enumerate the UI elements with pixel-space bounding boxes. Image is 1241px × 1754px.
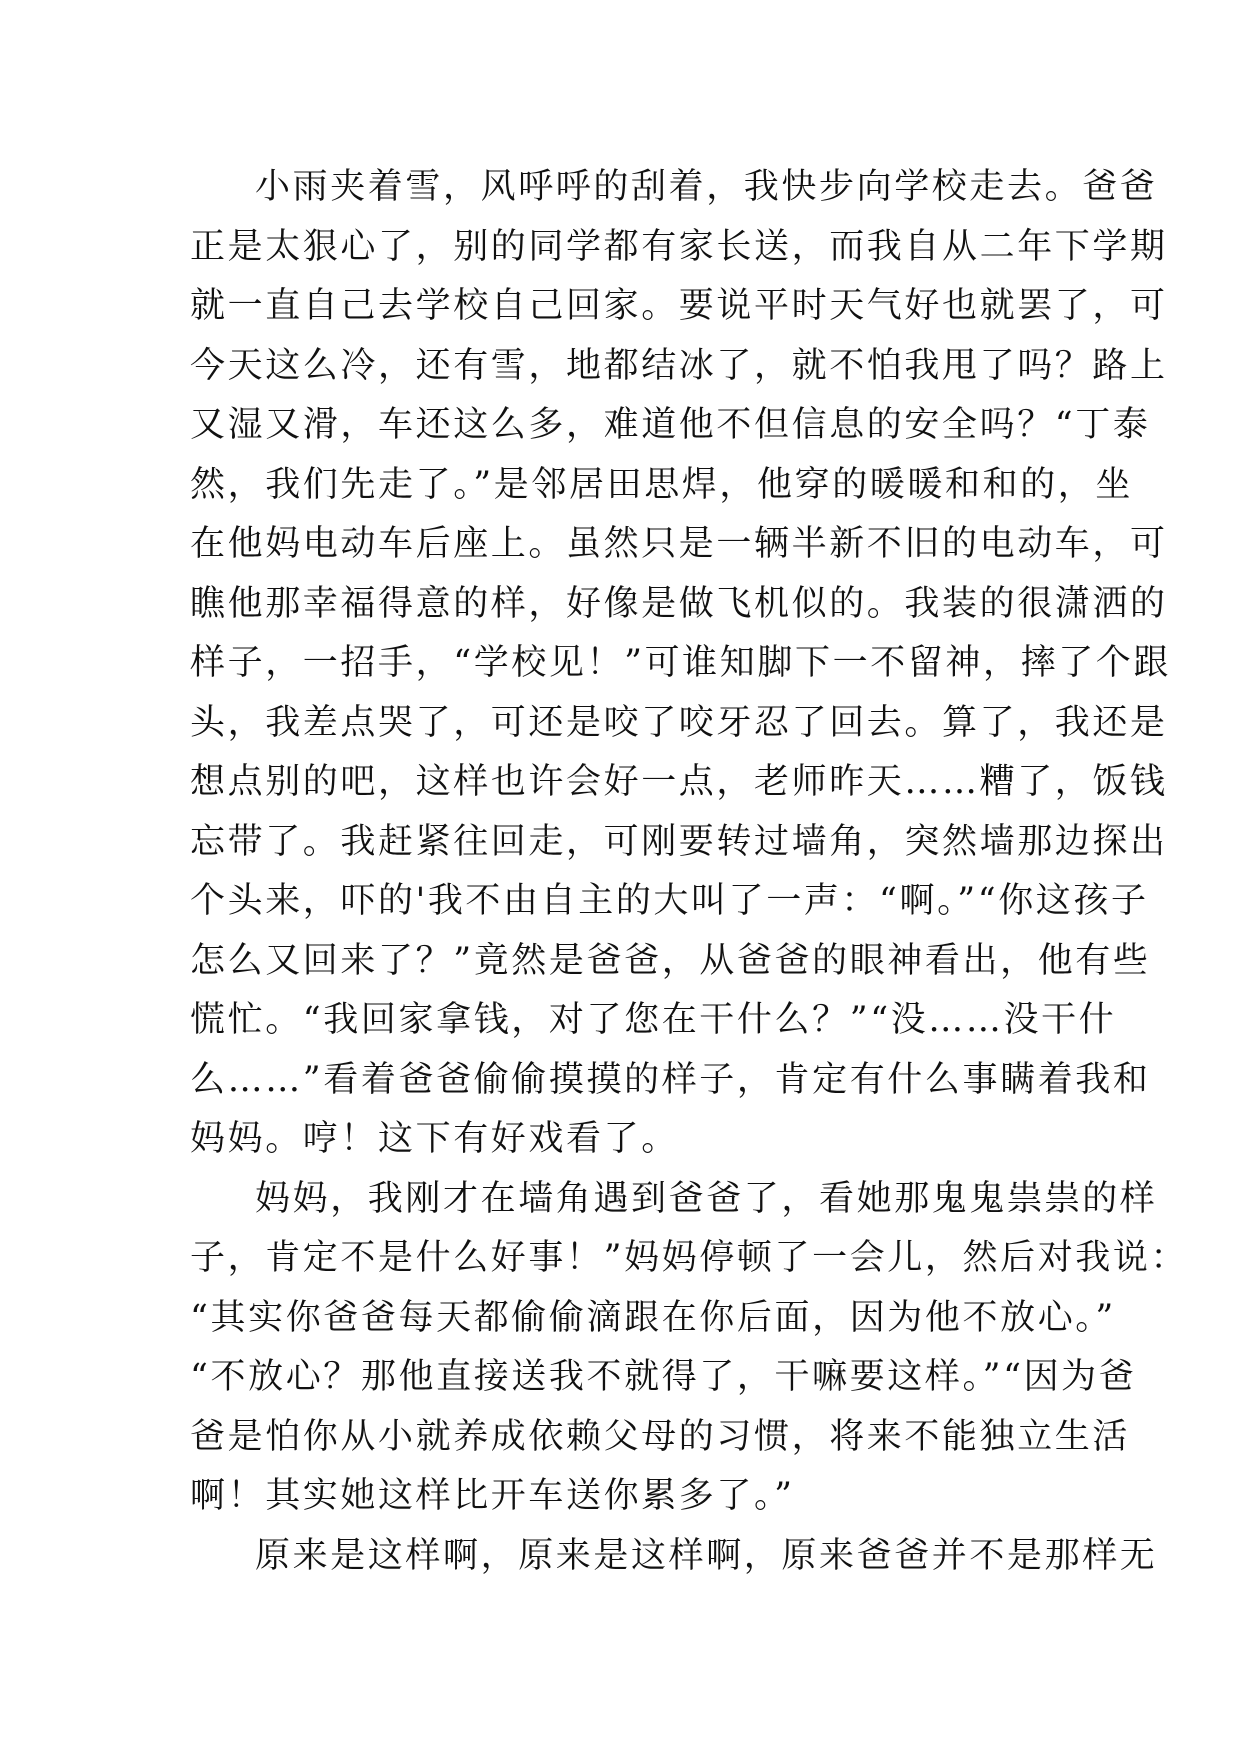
text-line: 慌忙。“我回家拿钱，对了您在干什么？”“没……没干什 (190, 1000, 1117, 1040)
text-line: “其实你爸爸每天都偷偷滴跟在你后面，因为他不放心。” (190, 1297, 1116, 1338)
text-line: 样子，一招手，“学校见！”可谁知脚下一不留神，摔了个跟 (190, 643, 1171, 683)
text-line: 就一直自己去学校自己回家。要说平时天气好也就罢了，可 (190, 286, 1168, 326)
text-line: 妈妈，我刚才在墙角遇到爸爸了，看她那鬼鬼祟祟的样 (255, 1178, 1158, 1219)
text-line: 啊！其实她这样比开车送你累多了。” (190, 1476, 795, 1516)
text-line: 正是太狠心了，别的同学都有家长送，而我自从二年下学期 (190, 226, 1168, 267)
text-line: 头，我差点哭了，可还是咬了咬牙忍了回去。算了，我还是 (190, 702, 1168, 743)
text-line: 瞧他那幸福得意的样，好像是做飞机似的。我装的很潇洒的 (190, 583, 1168, 624)
text-line: 怎么又回来了？”竟然是爸爸，从爸爸的眼神看出，他有些 (190, 940, 1151, 981)
text-line: 妈妈。哼！这下有好戏看了。 (190, 1119, 679, 1159)
text-line: 今天这么冷，还有雪，地都结冰了，就不怕我甩了吗？路上 (190, 345, 1168, 386)
text-line: 想点别的吧，这样也许会好一点，老师昨天……糟了，饭钱 (190, 762, 1168, 802)
text-line: 又湿又滑，车还这么多，难道他不但信息的安全吗？“丁泰 (190, 405, 1151, 445)
text-line: 在他妈电动车后座上。虽然只是一辆半新不旧的电动车，可 (190, 524, 1168, 564)
text-line: “不放心？那他直接送我不就得了，干嘛要这样。”“因为爸 (190, 1357, 1137, 1397)
text-line: 个头来，吓的'我不由自主的大叫了一声：“啊。”“你这孩子 (190, 881, 1149, 921)
text-line: 原来是这样啊，原来是这样啊，原来爸爸并不是那样无 (255, 1535, 1158, 1576)
text-line: 子，肯定不是什么好事！”妈妈停顿了一会儿，然后对我说： (190, 1238, 1189, 1278)
text-line: 么……”看着爸爸偷偷摸摸的样子，肯定有什么事瞒着我和 (190, 1059, 1151, 1100)
body-text (190, 158, 1189, 1586)
text-line: 爸是怕你从小就养成依赖父母的习惯，将来不能独立生活 (190, 1416, 1131, 1457)
text-line: 然，我们先走了。”是邻居田思焊，他穿的暖暖和和的，坐 (190, 464, 1133, 505)
text-line: 小雨夹着雪，风呼呼的刮着，我快步向学校走去。爸爸 (255, 167, 1158, 207)
text-line: 忘带了。我赶紧往回走，可刚要转过墙角，突然墙那边探出 (190, 821, 1168, 862)
